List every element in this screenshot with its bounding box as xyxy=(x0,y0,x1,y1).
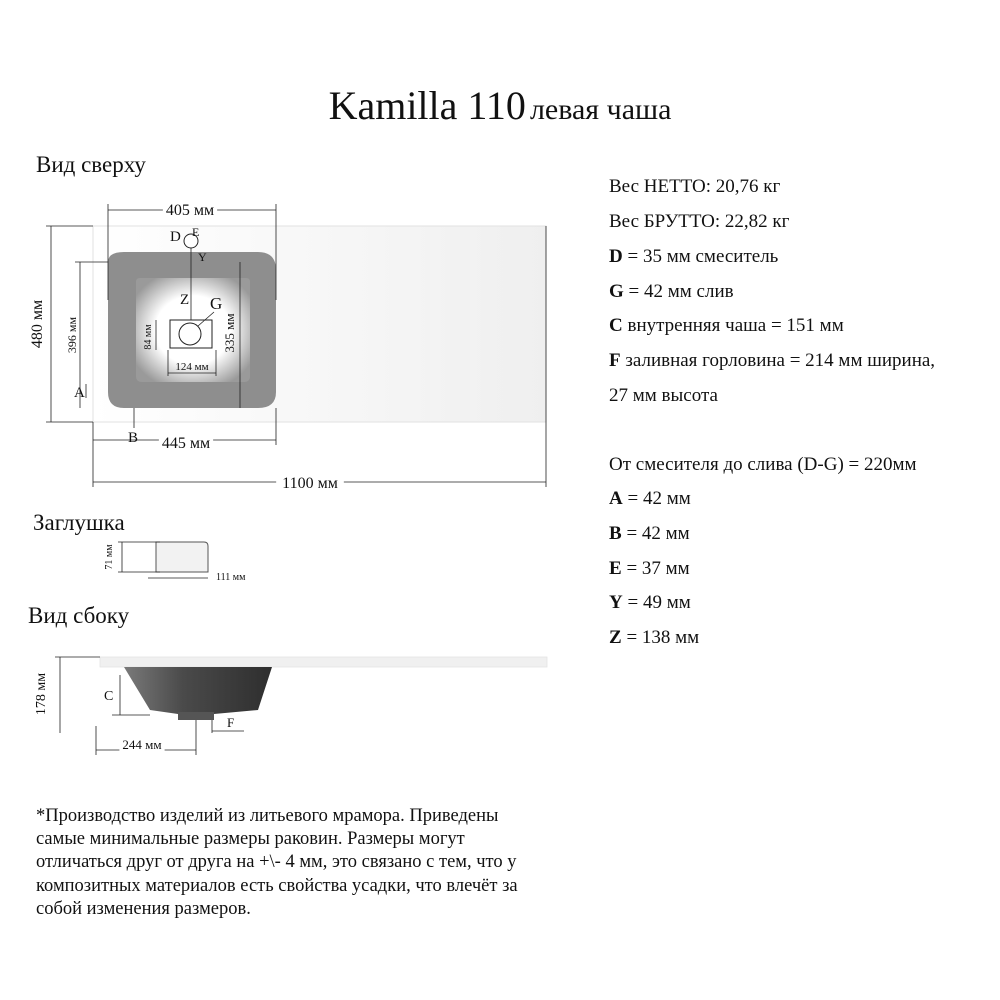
footnote-line: отличаться друг от друга на +\- 4 мм, это связано с тем, что у xyxy=(36,852,517,873)
spec-line xyxy=(609,315,844,337)
spec-text: = 42 мм xyxy=(622,488,691,509)
marker-e-label: E xyxy=(192,225,200,239)
spec-text: внутренняя чаша = 151 мм xyxy=(622,315,844,336)
spec-key: F xyxy=(609,350,621,371)
dim-84-label: 84 мм xyxy=(143,324,154,350)
dim-396-label: 396 мм xyxy=(65,316,79,354)
plug-drawing xyxy=(104,542,246,583)
footnote-line: композитных материалов есть свойства усадки, что влечёт за xyxy=(36,875,518,896)
spec-key: A xyxy=(609,488,623,509)
spec-text: заливная горловина = 214 мм ширина, xyxy=(620,350,936,371)
spec-key: B xyxy=(609,523,622,544)
side-slab xyxy=(100,657,547,667)
footnote-line: самые минимальные размеры раковин. Размеры могут xyxy=(36,829,465,850)
dim-178-label: 178 мм xyxy=(34,672,49,716)
footnote xyxy=(36,805,596,921)
spec-line xyxy=(609,627,699,649)
spec-text: = 42 мм слив xyxy=(623,281,734,302)
spec-text: = 138 мм xyxy=(621,627,700,648)
spec-key: E xyxy=(609,558,622,579)
dim-335-label: 335 мм xyxy=(222,313,237,353)
marker-g-label: G xyxy=(210,294,223,313)
side-view xyxy=(34,657,547,755)
spec-line xyxy=(609,176,780,198)
plug-width-label: 111 мм xyxy=(216,572,246,583)
model-subtitle: левая чаша xyxy=(529,93,672,126)
plug-heading: Заглушка xyxy=(33,510,125,535)
marker-y-label: Y xyxy=(198,250,207,264)
top-view xyxy=(29,202,546,493)
footnote-line: собой изменения размеров. xyxy=(36,898,251,919)
spec-line xyxy=(609,523,690,545)
marker-c-label: C xyxy=(104,689,114,704)
dim-480-label: 480 мм xyxy=(29,299,46,349)
spec-line xyxy=(609,246,778,268)
spec-key: Y xyxy=(609,592,623,613)
spec-line xyxy=(609,488,691,510)
footnote-line: *Производство изделий из литьевого мрамора. Приведены xyxy=(36,806,499,826)
spec-line xyxy=(609,211,789,233)
spec-line xyxy=(609,592,691,614)
marker-a-label: A xyxy=(74,385,85,401)
spec-line xyxy=(609,281,734,303)
spec-text: = 37 мм xyxy=(621,558,690,579)
spec-line xyxy=(609,385,718,407)
spec-text: Вес БРУТТО: 22,82 кг xyxy=(609,211,790,232)
dim-244-label: 244 мм xyxy=(122,737,162,752)
model-name: Kamilla 110 xyxy=(328,83,526,128)
side-view-heading: Вид сбоку xyxy=(28,603,130,628)
marker-z-label: Z xyxy=(180,292,190,308)
marker-b-label: B xyxy=(128,430,139,446)
spec-key: Z xyxy=(609,627,622,648)
spec-text: Вес НЕТТО: 20,76 кг xyxy=(609,176,781,197)
side-drain xyxy=(178,712,214,720)
top-view-heading: Вид сверху xyxy=(36,152,146,177)
dim-405-label: 405 мм xyxy=(165,202,215,219)
spec-key: G xyxy=(609,281,624,302)
marker-d-label: D xyxy=(170,229,181,245)
spec-line xyxy=(609,350,935,372)
spec-text: = 35 мм смеситель xyxy=(622,246,779,267)
dim-1100-label: 1100 мм xyxy=(282,475,338,492)
spec-text: = 49 мм xyxy=(622,592,691,613)
dim-445-label: 445 мм xyxy=(161,435,211,452)
marker-f-label: F xyxy=(227,715,235,730)
spec-key: C xyxy=(609,315,623,336)
plug-shape xyxy=(156,542,208,572)
spec-key: D xyxy=(609,246,623,267)
spec-line xyxy=(609,558,690,580)
spec-text: От смесителя до слива (D-G) = 220мм xyxy=(609,454,917,475)
spec-line xyxy=(609,454,917,476)
plug-height-label: 71 мм xyxy=(104,544,115,570)
dim-124-label: 124 мм xyxy=(175,361,209,373)
spec-text: 27 мм высота xyxy=(609,385,718,406)
spec-text: = 42 мм xyxy=(621,523,690,544)
drain-circle xyxy=(179,323,201,345)
